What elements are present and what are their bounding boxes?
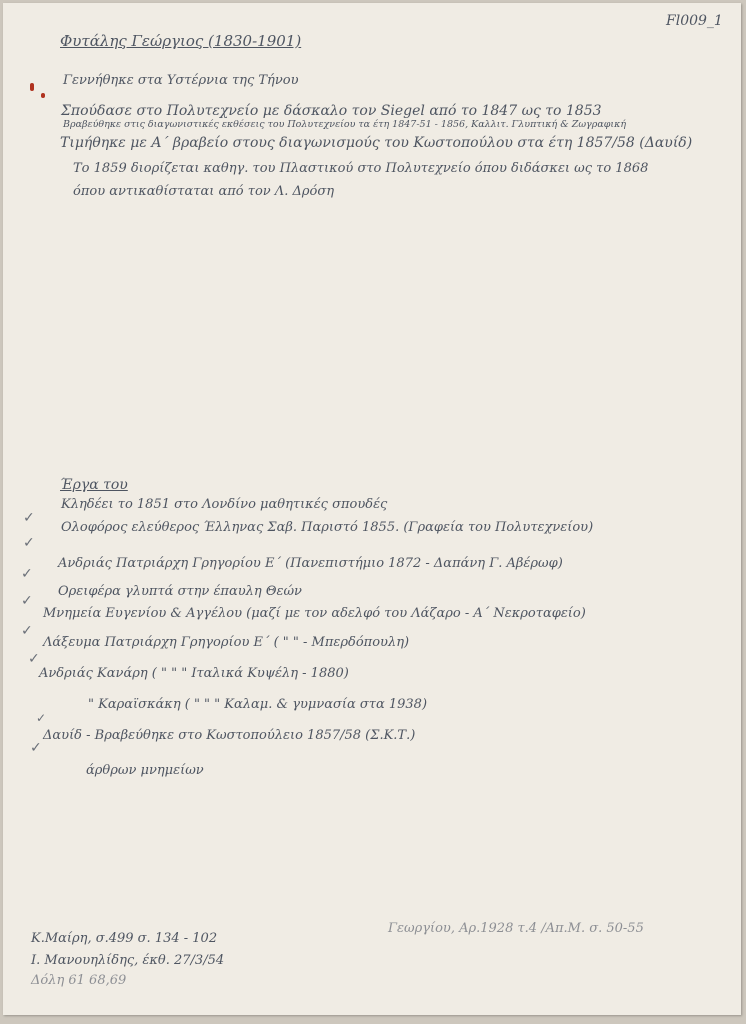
reference-right: Γεωργίου, Αρ.1928 τ.4 /Απ.Μ. σ. 50-55 xyxy=(388,921,644,936)
check-mark-icon: ✓ xyxy=(21,593,33,609)
work-item: Ολοφόρος ελεύθερος Έλληνας Σαβ. Παριστό 1855. (Γραφεία του Πολυτεχνείου) xyxy=(61,520,594,535)
check-mark-icon: ✓ xyxy=(23,510,35,526)
work-item: Ανδριάς Κανάρη ( " " " Ιταλικά Κυψέλη - 1880) xyxy=(39,666,349,681)
work-item: άρθρων μνημείων xyxy=(86,763,204,778)
works-heading: Έργα του xyxy=(60,477,128,493)
work-item: Δαυίδ - Βραβεύθηκε στο Κωστοπούλειο 1857/58 (Σ.Κ.Τ.) xyxy=(43,728,416,743)
document-id: Fl009_1 xyxy=(666,13,723,29)
check-mark-icon: ✓ xyxy=(21,623,33,639)
work-item: Ορειφέρα γλυπτά στην έπαυλη Θεών xyxy=(58,584,302,599)
work-item: " Καραϊσκάκη ( " " " Καλαμ. & γυμνασία στα 1938) xyxy=(88,697,428,712)
bio-line-1: Γεννήθηκε στα Υστέρνια της Τήνου xyxy=(63,73,299,88)
red-margin-mark xyxy=(41,93,45,98)
page-title: Φυτάλης Γεώργιος (1830-1901) xyxy=(60,32,302,50)
bio-line-3: Βραβεύθηκε στις διαγωνιστικές εκθέσεις του Πολυτεχνείου τα έτη 1847-51 - 1856, Καλλιτ. Γλυπτική & Ζωγραφική xyxy=(63,119,627,130)
check-mark-icon: ✓ xyxy=(36,711,47,725)
reference-line: Ι. Μανουηλίδης, έκθ. 27/3/54 xyxy=(31,953,225,968)
document-page xyxy=(3,3,741,1015)
reference-line: Κ.Μαίρη, σ.499 σ. 134 - 102 xyxy=(31,931,218,946)
check-mark-icon: ✓ xyxy=(30,740,42,756)
bio-line-5: Το 1859 διορίζεται καθηγ. του Πλαστικού στο Πολυτεχνείο όπου διδάσκει ως το 1868 xyxy=(73,161,649,176)
bio-line-4: Τιμήθηκε με Α΄ βραβείο στους διαγωνισμούς του Κωστοπούλου στα έτη 1857/58 (Δαυίδ) xyxy=(60,135,693,151)
work-item: Μνημεία Ευγενίου & Αγγέλου (μαζί με τον αδελφό του Λάζαρο - Α΄ Νεκροταφείο) xyxy=(43,606,586,621)
check-mark-icon: ✓ xyxy=(28,651,40,667)
work-item: Λάξευμα Πατριάρχη Γρηγορίου Ε΄ ( " " - Μπερδόπουλη) xyxy=(43,635,410,650)
bio-line-2: Σπούδασε στο Πολυτεχνείο με δάσκαλο τον Siegel από το 1847 ως το 1853 xyxy=(61,103,602,119)
check-mark-icon: ✓ xyxy=(21,566,33,582)
check-mark-icon: ✓ xyxy=(23,535,35,551)
reference-line: Δόλη 61 68,69 xyxy=(31,973,127,988)
work-item: Ανδριάς Πατριάρχη Γρηγορίου Ε΄ (Πανεπιστήμιο 1872 - Δαπάνη Γ. Αβέρωφ) xyxy=(58,556,563,571)
work-item: Κληδέει το 1851 στο Λονδίνο μαθητικές σπουδές xyxy=(61,497,388,512)
red-margin-mark xyxy=(30,83,34,91)
bio-line-6: όπου αντικαθίσταται από τον Λ. Δρόση xyxy=(73,184,334,199)
